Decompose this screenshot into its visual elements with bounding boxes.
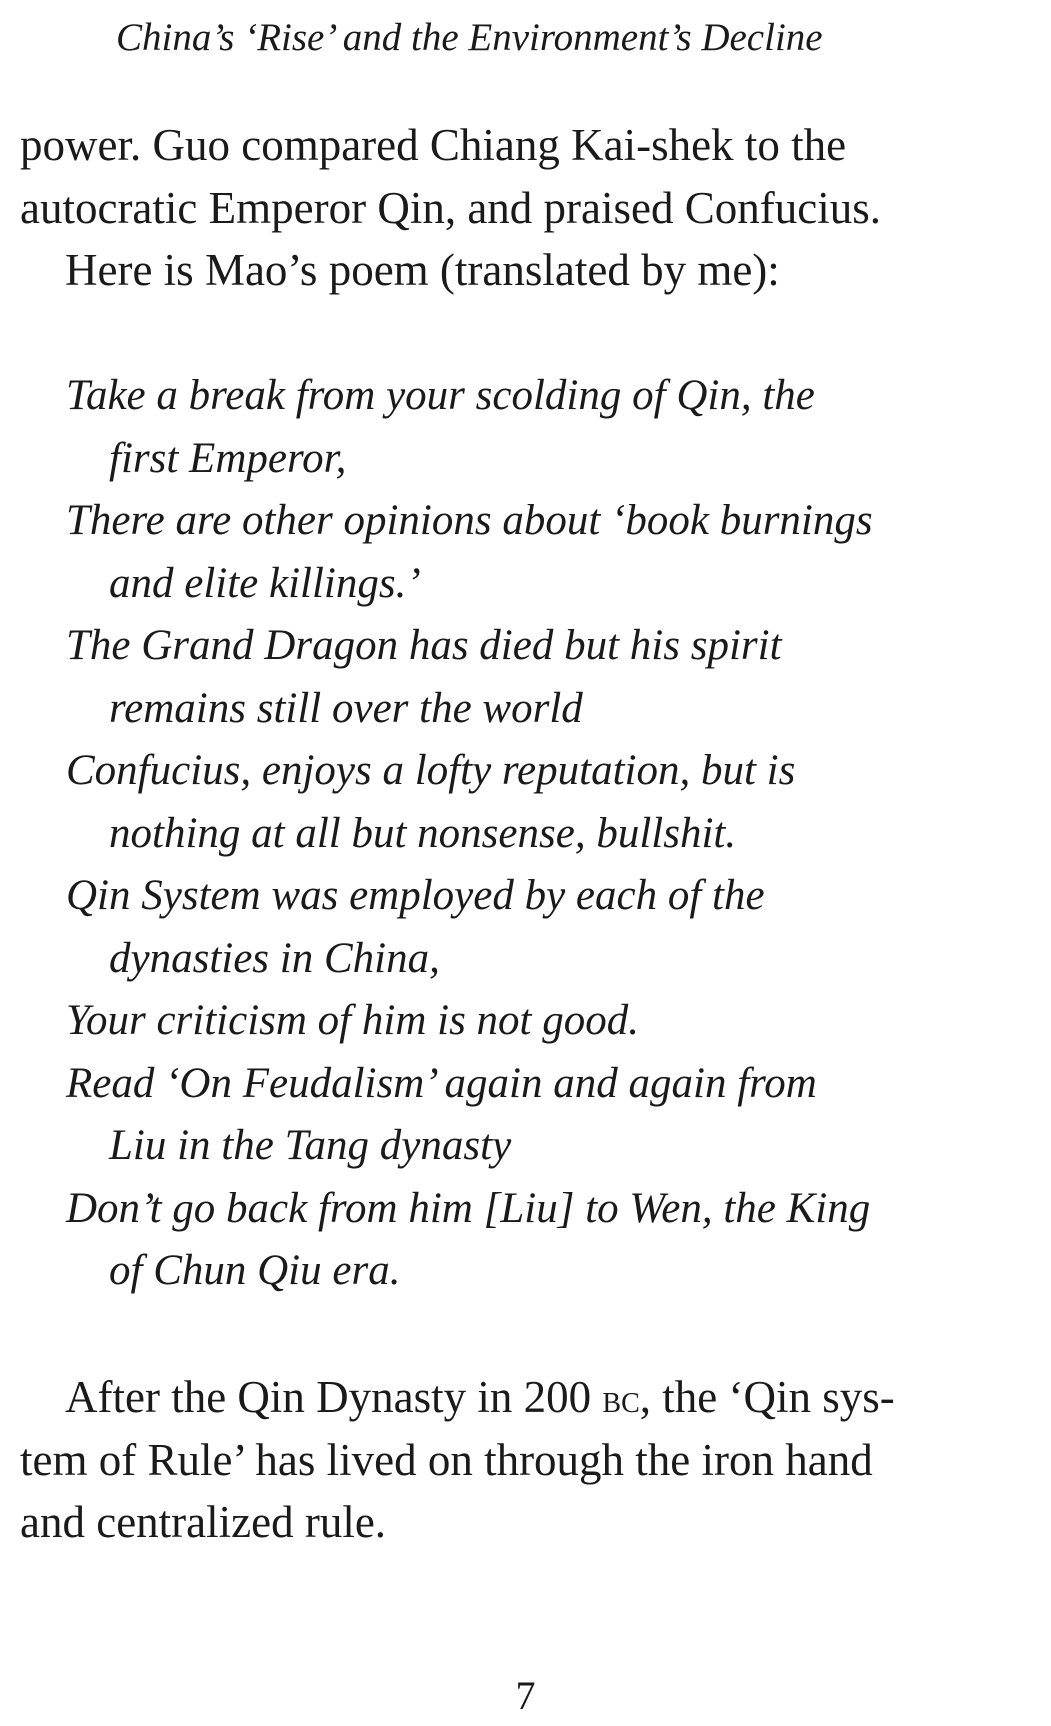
paragraph-text: , the ‘Qin sys- [639,1372,895,1422]
era-abbreviation: bc [602,1376,640,1421]
poem-line-continuation: nothing at all but nonsense, bullshit. [109,809,737,857]
poem-line-continuation: dynasties in China, [109,934,440,982]
running-head: China’s ‘Rise’ and the Environment’s Decline [116,16,823,59]
paragraph-text: After the Qin Dynasty in 200 [65,1372,603,1422]
poem-line-continuation: Liu in the Tang dynasty [109,1122,512,1169]
poem-line-continuation: remains still over the world [109,684,583,732]
paragraph-bottom [20,1366,980,1554]
poem-line-continuation: first Emperor, [109,434,347,482]
paragraph-line: autocratic Emperor Qin, and praised Confucius. [20,182,881,233]
paragraph-top [20,114,980,302]
poem-line: Confucius, enjoys a lofty reputation, but is [66,747,796,794]
poem-line: Read ‘On Feudalism’ again and again from [66,1059,817,1107]
poem-line-continuation: and elite killings.’ [109,559,421,607]
paragraph-line: and centralized rule. [20,1497,387,1547]
poem-line: Take a break from your scolding of Qin, the [66,372,815,419]
paragraph-line [20,1366,980,1429]
paragraph-line: Here is Mao’s poem (translated by me): [65,245,780,295]
paragraph-line: tem of Rule’ has lived on through the iron hand [20,1434,873,1485]
poem-line: There are other opinions about ‘book burnings [66,497,873,544]
poem-line: Qin System was employed by each of the [66,872,765,919]
page-number: 7 [515,1673,536,1718]
poem-line: The Grand Dragon has died but his spirit [66,622,782,669]
poem-line-continuation: of Chun Qiu era. [109,1247,401,1294]
poem-block [66,365,996,1303]
poem-line: Don’t go back from him [Liu] to Wen, the King [66,1184,871,1232]
paragraph-line: power. Guo compared Chiang Kai-shek to the [20,120,847,170]
poem-line: Your criticism of him is not good. [66,997,640,1044]
